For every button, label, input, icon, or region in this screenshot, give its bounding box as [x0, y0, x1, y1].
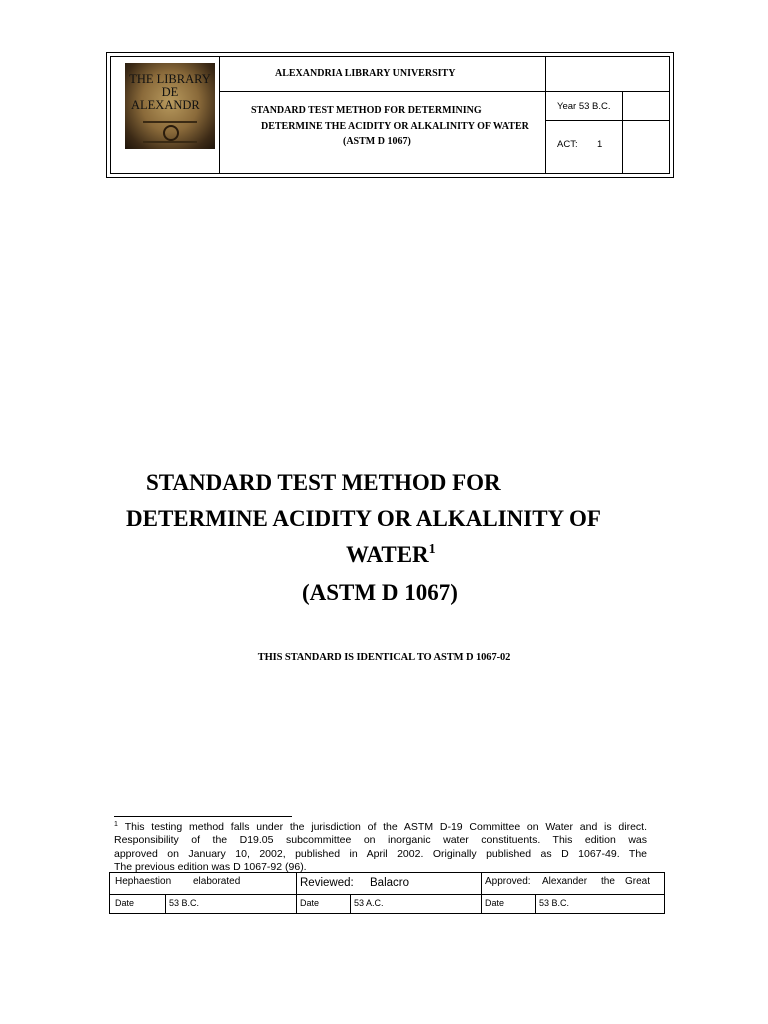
approved-name-word-2: the — [601, 876, 615, 887]
act-label: ACT: — [557, 139, 578, 150]
logo-text — [125, 73, 215, 112]
date-value-1: 53 B.C. — [169, 898, 200, 908]
identical-standard-note: THIS STANDARD IS IDENTICAL TO ASTM D 1067-02 — [257, 652, 511, 663]
header-table-inner — [110, 56, 670, 174]
footnote — [114, 821, 647, 875]
header-divider-3 — [622, 91, 623, 173]
header-table — [106, 52, 674, 178]
signature-col-divider-1 — [296, 873, 297, 913]
logo-line-3: ALEXANDR — [131, 98, 200, 112]
act-value: 1 — [597, 139, 603, 150]
logo-line-1: THE LIBRARY — [129, 72, 211, 86]
approved-label: Approved: — [485, 876, 531, 887]
date-value-2: 53 A.C. — [354, 898, 384, 908]
title-line-3 — [346, 542, 436, 568]
university-name: ALEXANDRIA LIBRARY UNIVERSITY — [275, 68, 456, 79]
footnote-separator — [114, 816, 292, 817]
method-title-line-1: STANDARD TEST METHOD FOR DETERMINING — [251, 105, 482, 116]
reviewed-name: Balacro — [370, 877, 409, 889]
approved-name-word-3: Great — [625, 876, 651, 887]
signature-table — [109, 872, 665, 914]
signature-col-divider-2 — [481, 873, 482, 913]
signature-row-divider — [110, 894, 664, 895]
approved-name-word-1: Alexander — [542, 876, 588, 887]
title-line-2: DETERMINE ACIDITY OR ALKALINITY OF — [126, 506, 601, 531]
footnote-line-1 — [114, 821, 647, 834]
method-title-line-2: DETERMINE THE ACIDITY OR ALKALINITY OF WATER — [261, 121, 529, 132]
footnote-line-4: The previous edition was D 1067-92 (96). — [114, 861, 307, 874]
date-label-1: Date — [115, 898, 135, 908]
logo-line-2: DE — [161, 85, 179, 99]
date-label-3: Date — [485, 898, 505, 908]
title-line-3-text: WATER — [346, 542, 429, 567]
header-row-divider-2 — [545, 91, 669, 92]
elaborated-name: Hephaestion — [115, 876, 172, 887]
header-divider-1 — [219, 57, 220, 173]
footnote-line-3: approved on January 10, 2002, published in April 2002. Originally published as D 1067-49. The — [114, 847, 647, 860]
date-value-3: 53 B.C. — [539, 898, 570, 908]
method-title-line-3: (ASTM D 1067) — [343, 136, 411, 147]
reviewed-label: Reviewed: — [300, 877, 354, 889]
header-divider-2 — [545, 57, 546, 173]
footnote-marker: 1 — [114, 821, 118, 828]
logo-emblem-icon — [143, 121, 197, 143]
title-footnote-marker: 1 — [428, 542, 436, 557]
signature-col-divider-5 — [535, 894, 536, 913]
year-value: Year 53 B.C. — [557, 101, 611, 112]
title-line-1: STANDARD TEST METHOD FOR — [146, 470, 501, 495]
footnote-line-1-text: This testing method falls under the jurisdiction of the ASTM D-19 Committee on Water and is direct. — [124, 821, 647, 833]
signature-col-divider-3 — [165, 894, 166, 913]
header-row-divider-3 — [545, 120, 669, 121]
signature-col-divider-4 — [350, 894, 351, 913]
footnote-line-2: Responsibility of the D19.05 subcommittee on inorganic water constituents. This edition was — [114, 834, 647, 847]
elaborated-label: elaborated — [193, 876, 241, 887]
date-label-2: Date — [300, 898, 320, 908]
library-logo — [125, 63, 215, 149]
header-row-divider-1 — [219, 91, 545, 92]
title-line-4: (ASTM D 1067) — [302, 580, 458, 605]
